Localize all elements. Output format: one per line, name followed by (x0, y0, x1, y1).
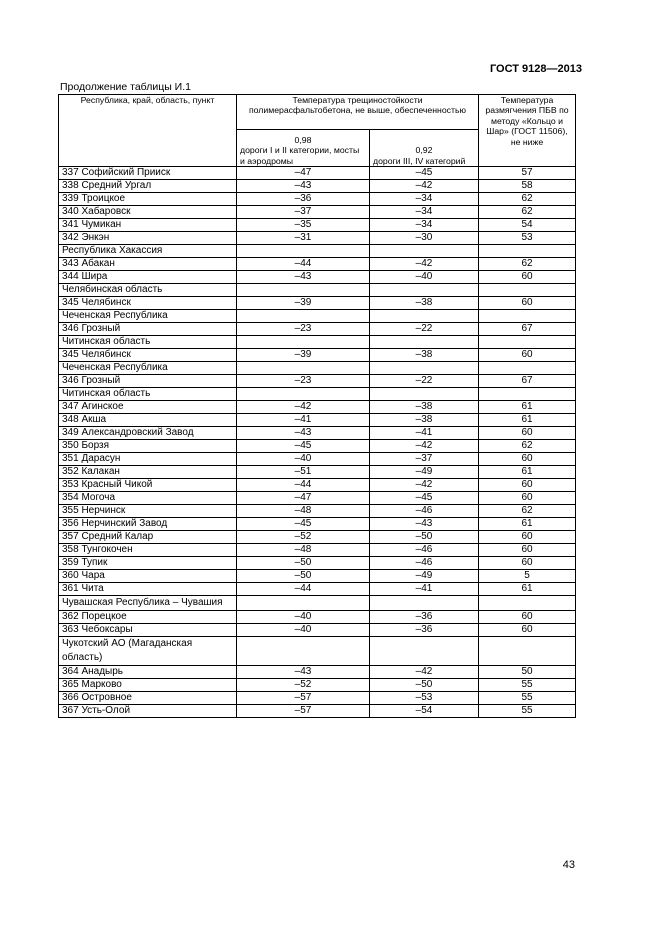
cell-location: 359 Тупик (59, 557, 237, 570)
cell-temperature-092 (370, 596, 479, 611)
table-row (59, 180, 576, 193)
cell-softening-temperature: 67 (479, 323, 576, 336)
climate-temperature-table (58, 94, 576, 718)
table-row (59, 637, 576, 666)
document-code: ГОСТ 9128—2013 (489, 63, 582, 75)
cell-softening-temperature: 60 (479, 349, 576, 362)
header-probability-092 (370, 130, 479, 167)
cell-location: 341 Чумикан (59, 219, 237, 232)
cell-location: 358 Тунгокочен (59, 544, 237, 557)
cell-softening-temperature (479, 596, 576, 611)
cell-location: 348 Акша (59, 414, 237, 427)
table-row (59, 232, 576, 245)
table-row (59, 518, 576, 531)
cell-softening-temperature (479, 388, 576, 401)
cell-softening-temperature: 61 (479, 414, 576, 427)
cell-location: 365 Марково (59, 679, 237, 692)
cell-location: Челябинская область (59, 284, 237, 297)
cell-temperature-098: –51 (237, 466, 370, 479)
cell-temperature-098 (237, 310, 370, 323)
cell-temperature-092: –53 (370, 692, 479, 705)
table-row (59, 427, 576, 440)
cell-softening-temperature: 55 (479, 705, 576, 718)
cell-location: Чеченская Республика (59, 362, 237, 375)
cell-softening-temperature: 55 (479, 679, 576, 692)
cell-softening-temperature: 60 (479, 531, 576, 544)
cell-temperature-092: –37 (370, 453, 479, 466)
table-row (59, 544, 576, 557)
cell-temperature-098: –47 (237, 492, 370, 505)
cell-temperature-098 (237, 284, 370, 297)
cell-softening-temperature: 62 (479, 258, 576, 271)
table-row (59, 219, 576, 232)
cell-temperature-098: –44 (237, 583, 370, 596)
cell-softening-temperature: 60 (479, 479, 576, 492)
cell-location: 367 Усть-Олой (59, 705, 237, 718)
cell-softening-temperature: 61 (479, 518, 576, 531)
cell-softening-temperature (479, 310, 576, 323)
cell-temperature-092: –38 (370, 349, 479, 362)
cell-temperature-098: –48 (237, 505, 370, 518)
table-row (59, 479, 576, 492)
header-location: Республика, край, область, пункт (59, 95, 237, 167)
header-row-top (59, 95, 576, 130)
cell-softening-temperature: 60 (479, 611, 576, 624)
cell-temperature-092 (370, 362, 479, 375)
cell-temperature-092: –40 (370, 271, 479, 284)
header-crack-resistance-temperature: Температура трещиностойкости полимерасфальтобетона, не выше, обеспеченностью (237, 95, 479, 130)
cell-temperature-092: –45 (370, 167, 479, 180)
cell-temperature-098: –44 (237, 258, 370, 271)
table-row (59, 258, 576, 271)
cell-location: Чукотский АО (Магаданская область) (59, 637, 237, 666)
table-row (59, 310, 576, 323)
table-row (59, 323, 576, 336)
cell-location: 354 Могоча (59, 492, 237, 505)
cell-location: 357 Средний Калар (59, 531, 237, 544)
table-row (59, 388, 576, 401)
cell-location: 350 Борзя (59, 440, 237, 453)
table-row (59, 505, 576, 518)
cell-temperature-098: –42 (237, 401, 370, 414)
cell-temperature-092: –34 (370, 206, 479, 219)
cell-softening-temperature: 62 (479, 193, 576, 206)
cell-temperature-098: –40 (237, 624, 370, 637)
cell-temperature-092 (370, 388, 479, 401)
cell-temperature-098 (237, 388, 370, 401)
cell-temperature-092: –42 (370, 258, 479, 271)
page-number: 43 (562, 859, 575, 871)
cell-location: 343 Абакан (59, 258, 237, 271)
cell-temperature-098: –44 (237, 479, 370, 492)
cell-softening-temperature: 60 (479, 557, 576, 570)
cell-temperature-098: –50 (237, 570, 370, 583)
cell-temperature-092: –42 (370, 479, 479, 492)
table-row (59, 193, 576, 206)
cell-location: 342 Энкэн (59, 232, 237, 245)
cell-location: 353 Красный Чикой (59, 479, 237, 492)
table-row (59, 375, 576, 388)
cell-temperature-098: –35 (237, 219, 370, 232)
table-row (59, 349, 576, 362)
cell-temperature-092: –38 (370, 401, 479, 414)
cell-temperature-098: –36 (237, 193, 370, 206)
table-row (59, 206, 576, 219)
table-body (59, 167, 576, 718)
cell-temperature-092: –38 (370, 414, 479, 427)
cell-softening-temperature: 54 (479, 219, 576, 232)
cell-temperature-092: –49 (370, 466, 479, 479)
cell-temperature-098: –43 (237, 271, 370, 284)
table-row (59, 297, 576, 310)
cell-temperature-098: –40 (237, 611, 370, 624)
cell-temperature-098 (237, 245, 370, 258)
cell-location: 364 Анадырь (59, 666, 237, 679)
cell-softening-temperature (479, 284, 576, 297)
cell-temperature-092: –30 (370, 232, 479, 245)
cell-location: 337 Софийский Прииск (59, 167, 237, 180)
header-ratio-098: 0,98 (294, 134, 312, 145)
table-row (59, 167, 576, 180)
table-row (59, 705, 576, 718)
cell-softening-temperature (479, 245, 576, 258)
table-row (59, 466, 576, 479)
cell-softening-temperature: 61 (479, 401, 576, 414)
cell-softening-temperature: 53 (479, 232, 576, 245)
cell-temperature-092: –22 (370, 375, 479, 388)
cell-temperature-098: –48 (237, 544, 370, 557)
table-row (59, 583, 576, 596)
cell-temperature-092: –34 (370, 219, 479, 232)
cell-temperature-098: –50 (237, 557, 370, 570)
header-ratio-092: 0,92 (415, 145, 433, 156)
cell-temperature-098 (237, 362, 370, 375)
cell-temperature-092: –42 (370, 180, 479, 193)
cell-temperature-098: –39 (237, 297, 370, 310)
header-desc-098: дороги I и II категории, мосты и аэродромы (240, 145, 360, 166)
cell-softening-temperature (479, 637, 576, 666)
cell-softening-temperature (479, 336, 576, 349)
table-row (59, 492, 576, 505)
cell-temperature-098: –47 (237, 167, 370, 180)
cell-temperature-092: –45 (370, 492, 479, 505)
cell-location: 362 Порецкое (59, 611, 237, 624)
table-row (59, 666, 576, 679)
cell-temperature-098: –43 (237, 427, 370, 440)
cell-softening-temperature: 62 (479, 505, 576, 518)
cell-temperature-092: –50 (370, 531, 479, 544)
cell-location: 338 Средний Ургал (59, 180, 237, 193)
cell-temperature-098: –52 (237, 531, 370, 544)
cell-location: 356 Нерчинский Завод (59, 518, 237, 531)
cell-softening-temperature: 5 (479, 570, 576, 583)
cell-temperature-092: –38 (370, 297, 479, 310)
cell-location: 363 Чебоксары (59, 624, 237, 637)
table-caption: Продолжение таблицы И.1 (60, 81, 191, 93)
cell-location: 366 Островное (59, 692, 237, 705)
cell-softening-temperature: 62 (479, 440, 576, 453)
cell-temperature-098: –23 (237, 375, 370, 388)
cell-temperature-092: –41 (370, 583, 479, 596)
cell-temperature-098: –31 (237, 232, 370, 245)
table-row (59, 557, 576, 570)
header-softening-temperature: Температура размягчения ПБВ по методу «Кольцо и Шар» (ГОСТ 11506), не ниже (479, 95, 576, 167)
cell-location: 355 Нерчинск (59, 505, 237, 518)
cell-temperature-098: –40 (237, 453, 370, 466)
cell-temperature-092: –41 (370, 427, 479, 440)
table-row (59, 284, 576, 297)
table-row (59, 440, 576, 453)
cell-location: Читинская область (59, 336, 237, 349)
cell-temperature-092: –42 (370, 666, 479, 679)
cell-location: 349 Александровский Завод (59, 427, 237, 440)
cell-temperature-098: –39 (237, 349, 370, 362)
cell-location: 340 Хабаровск (59, 206, 237, 219)
cell-softening-temperature: 60 (479, 544, 576, 557)
cell-softening-temperature (479, 362, 576, 375)
cell-temperature-092 (370, 284, 479, 297)
table-row (59, 531, 576, 544)
cell-temperature-098: –23 (237, 323, 370, 336)
cell-location: 351 Дарасун (59, 453, 237, 466)
cell-temperature-098: –43 (237, 180, 370, 193)
cell-softening-temperature: 60 (479, 624, 576, 637)
cell-temperature-098: –43 (237, 666, 370, 679)
cell-temperature-092: –49 (370, 570, 479, 583)
cell-location: Чеченская Республика (59, 310, 237, 323)
cell-softening-temperature: 60 (479, 297, 576, 310)
cell-temperature-098 (237, 336, 370, 349)
cell-softening-temperature: 62 (479, 206, 576, 219)
cell-temperature-098: –45 (237, 518, 370, 531)
cell-temperature-098: –57 (237, 692, 370, 705)
table-row (59, 271, 576, 284)
table-row (59, 692, 576, 705)
cell-temperature-092: –50 (370, 679, 479, 692)
table-row (59, 611, 576, 624)
cell-temperature-092: –54 (370, 705, 479, 718)
cell-softening-temperature: 60 (479, 271, 576, 284)
cell-softening-temperature: 61 (479, 583, 576, 596)
cell-softening-temperature: 67 (479, 375, 576, 388)
cell-temperature-092: –36 (370, 624, 479, 637)
table-row (59, 401, 576, 414)
cell-softening-temperature: 55 (479, 692, 576, 705)
header-desc-092: дороги III, IV категорий (373, 155, 466, 166)
table-row (59, 362, 576, 375)
cell-location: 361 Чита (59, 583, 237, 596)
cell-location: Читинская область (59, 388, 237, 401)
cell-temperature-098 (237, 637, 370, 666)
cell-temperature-092: –46 (370, 505, 479, 518)
cell-temperature-098 (237, 596, 370, 611)
cell-location: 346 Грозный (59, 323, 237, 336)
cell-location: 346 Грозный (59, 375, 237, 388)
cell-temperature-092: –34 (370, 193, 479, 206)
cell-temperature-092: –42 (370, 440, 479, 453)
cell-location: 339 Троицкое (59, 193, 237, 206)
table-row (59, 596, 576, 611)
cell-temperature-092: –43 (370, 518, 479, 531)
cell-temperature-092: –22 (370, 323, 479, 336)
table-row (59, 453, 576, 466)
table-row (59, 245, 576, 258)
table-row (59, 624, 576, 637)
table-row (59, 570, 576, 583)
table-row (59, 414, 576, 427)
cell-softening-temperature: 60 (479, 427, 576, 440)
cell-location: 345 Челябинск (59, 297, 237, 310)
cell-location: 345 Челябинск (59, 349, 237, 362)
cell-temperature-092: –46 (370, 557, 479, 570)
cell-location: 344 Шира (59, 271, 237, 284)
cell-softening-temperature: 57 (479, 167, 576, 180)
header-probability-098 (237, 130, 370, 167)
cell-softening-temperature: 60 (479, 453, 576, 466)
table-row (59, 336, 576, 349)
cell-location: 352 Калакан (59, 466, 237, 479)
cell-temperature-092: –46 (370, 544, 479, 557)
cell-location: 360 Чара (59, 570, 237, 583)
cell-temperature-092 (370, 637, 479, 666)
cell-temperature-098: –57 (237, 705, 370, 718)
cell-temperature-092 (370, 310, 479, 323)
table-row (59, 679, 576, 692)
cell-softening-temperature: 61 (479, 466, 576, 479)
cell-temperature-098: –41 (237, 414, 370, 427)
cell-temperature-098: –37 (237, 206, 370, 219)
cell-location: Республика Хакассия (59, 245, 237, 258)
cell-softening-temperature: 50 (479, 666, 576, 679)
cell-temperature-098: –45 (237, 440, 370, 453)
cell-temperature-098: –52 (237, 679, 370, 692)
table-header (59, 95, 576, 167)
cell-temperature-092 (370, 245, 479, 258)
cell-location: Чувашская Республика – Чувашия (59, 596, 237, 611)
cell-softening-temperature: 58 (479, 180, 576, 193)
cell-location: 347 Агинское (59, 401, 237, 414)
cell-softening-temperature: 60 (479, 492, 576, 505)
cell-temperature-092: –36 (370, 611, 479, 624)
cell-temperature-092 (370, 336, 479, 349)
